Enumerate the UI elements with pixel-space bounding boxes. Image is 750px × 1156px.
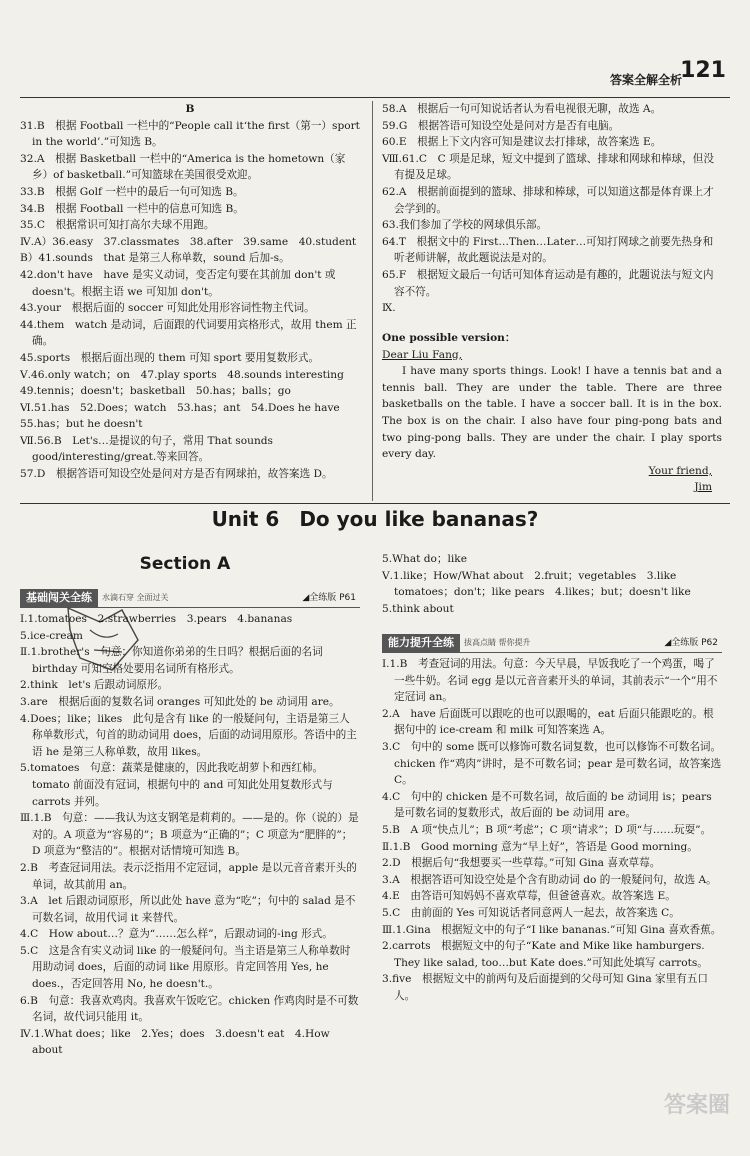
essay: [382, 330, 722, 496]
answer-line: 3.are 根据后面的复数名词 oranges 可知此处的 be 动词用 are。: [20, 695, 340, 708]
answer-line: 4.C 句中的 chicken 是不可数名词，故后面的 be 动词用 is；pears 是可数名词的复数形式，故后面的 be 动词用 are。: [382, 790, 712, 820]
answer-line: Ⅰ.1.B 考查冠词的用法。句意：今天早晨，早饭我吃了一个鸡蛋，喝了一些牛奶。名词 egg 是以元音音素开头的单词，其前表示“一个”用不定冠词 an。: [382, 658, 718, 704]
answer-line: Ⅳ.1.What does；like 2.Yes；does 3.doesn't eat 4.How about: [20, 1027, 330, 1057]
banner-basic-sub: 水滴石穿 全面过关: [102, 593, 169, 602]
answer-line: 2.B 考查冠词用法。表示泛指用不定冠词，apple 是以元音音素开头的单词，故其前用 an。: [20, 861, 357, 891]
answers-right-bottom: [382, 656, 722, 1004]
section-rule: [20, 503, 730, 504]
page-number: 121: [680, 58, 726, 83]
answer-line: 3.A let 后跟动词原形，所以此处 have 意为“吃”；句中的 salad 是不可数名词，故用代词 it 来替代。: [20, 895, 356, 924]
answer-line: Ⅵ.51.has 52.Does；watch 53.has；ant 54.Does he have: [20, 401, 340, 414]
answer-line: 4.C How about…？意为“……怎么样”，后跟动词的-ing 形式。: [20, 928, 333, 941]
answer-line: 59.G 根据答语可知设空处是问对方是否有电脑。: [382, 119, 620, 132]
answer-line: 3.A 根据答语可知设空处是个含有助动词 do 的一般疑问句，故选 A。: [382, 873, 717, 886]
answer-line: Ⅳ.A）36.easy 37.classmates 38.after 39.same 40.student: [20, 235, 357, 248]
page-header: [0, 60, 750, 96]
answer-line: 5.tomatoes 句意：蔬菜是健康的，因此我吃胡萝卜和西红柿。tomato 前面没有冠词，根据句中的 and 可知此处用复数形式与 carrots 并列。: [20, 762, 333, 808]
answer-line: 60.E 根据上下文内容可知是建议去打排球，故答案选 E。: [382, 136, 662, 149]
answer-line: 2.A have 后面既可以跟吃的也可以跟喝的，eat 后面只能跟吃的。根据句中的 ice-cream 和 milk 可知答案选 A。: [382, 707, 714, 737]
answer-line: 2.D 根据后句“我想要买一些草莓。”可知 Gina 喜欢草莓。: [382, 857, 661, 870]
answers-right-mid: [382, 551, 722, 617]
answer-line: Ⅴ.1.like；How/What about 2.fruit；vegetables 3.like tomatoes；don't；like pears 4.likes；but；doesn't like: [382, 569, 691, 599]
essay-salutation: Dear Liu Fang,: [382, 348, 463, 361]
header-title: 答案全解全析: [609, 73, 682, 87]
banner-basic-tag: 基础闯关全练: [20, 589, 98, 607]
answer-line: Ⅷ.61.C C 项是足球，短文中提到了篮球、排球和网球和棒球，但没有提及足球。: [382, 152, 714, 182]
answer-line: 57.D 根据答语可知设空处是问对方是否有网球拍，故答案选 D。: [20, 468, 333, 481]
answer-line: Ⅶ.56.B Let's…是提议的句子，常用 That sounds good/interesting/great.等来回答。: [20, 434, 273, 464]
essay-signature: Jim: [694, 481, 712, 494]
answer-line: 62.A 根据前面提到的篮球、排球和棒球，可以知道这都是体育课上才会学到的。: [382, 185, 714, 215]
essay-heading: One possible version：: [382, 332, 516, 344]
answer-line: 6.B 句意：我喜欢鸡肉。我喜欢午饭吃它。chicken 作鸡肉时是不可数名词，故代词只能用 it。: [20, 994, 359, 1024]
answer-line: 5.ice-cream: [20, 629, 83, 642]
banner-advanced-tag: 能力提升全练: [382, 634, 460, 652]
answer-line: B）41.sounds that 是第三人称单数，sound 后加-s。: [20, 252, 290, 265]
answer-line: Ⅲ.1.B 句意：——我认为这支钢笔是莉莉的。——是的。你（说的）是对的。A 项意为“容易的”；B 项意为“正确的”；C 项意为“肥胖的”；D 项意为“整洁的”。根据对话情境可知选 B。: [20, 812, 359, 858]
essay-body: I have many sports things. Look! I have a tennis bat and a tennis ball. They are under the table. There are three basketballs on the table. I have a soccer ball. It is in the box. The box is on the chair. I also have four ping-pong bats and two ping-pong balls. They are under the chair. I play sports every day.: [382, 365, 722, 461]
answer-line: Ⅲ.1.Gina 根据短文中的句子“I like bananas.”可知 Gina 喜欢香蕉。: [382, 923, 722, 936]
answer-line: 45.sports 根据后面出现的 them 可知 sport 要用复数形式。: [20, 351, 320, 364]
section-title: Section A: [139, 554, 231, 574]
answer-line: Ⅸ.: [382, 302, 396, 315]
unit-title: Unit 6 Do you like bananas?: [211, 507, 539, 531]
answers-left-bottom: [20, 611, 360, 1059]
answer-line: 43.your 根据后面的 soccer 可知此处用形容词性物主代词。: [20, 302, 315, 315]
answer-line: 2.think let's 后跟动词原形。: [20, 679, 169, 692]
answer-line: 4.E 由答语可知妈妈不喜欢草莓，但爸爸喜欢。故答案选 E。: [382, 890, 676, 903]
essay-closing: Your friend,: [648, 464, 712, 477]
answers-right-top: [382, 101, 722, 317]
answer-line: 32.A 根据 Basketball 一栏中的“America is the hometown（家乡）of basketball.”可知篮球在美国很受欢迎。: [20, 152, 346, 182]
answer-line: 5.C 由前面的 Yes 可知说话者同意两人一起去，故答案选 C。: [382, 906, 680, 919]
answer-line: 42.don't have have 是实义动词，变否定句要在其前加 don't 或 doesn't。根据主语 we 可知加 don't。: [20, 268, 336, 298]
answer-line: 35.C 根据常识可知打高尔夫球不用跑。: [20, 219, 215, 232]
answer-line: 49.tennis；doesn't；basketball 50.has；balls；go: [20, 385, 291, 398]
answer-line: 65.F 根据短文最后一句话可知体育运动是有趣的，此题说法与短文内容不符。: [382, 268, 714, 298]
banner-advanced-ref: ◢全练版 P62: [664, 638, 718, 648]
answer-line: 5.think about: [382, 602, 454, 615]
banner-basic-ref: ◢全练版 P61: [302, 593, 356, 603]
answer-line: 4.Does；like；likes 此句是含有 like 的一般疑问句，主语是第三人称单数形式，句首的助动词用 does，后面的动词用原形。答语中的主语 he 是第三人称单数，故用 likes。: [20, 712, 357, 758]
banner-advanced: [382, 634, 722, 653]
answer-line: Ⅱ.1.brother's 句意：你知道你弟弟的生日吗？根据后面的名词 birthday 可知空格处要用名词所有格形式。: [20, 646, 323, 675]
answer-line: Ⅴ.46.only watch；on 47.play sports 48.sounds interesting: [20, 368, 344, 381]
answer-line: 5.C 这是含有实义动词 like 的一般疑问句。当主语是第三人称单数时用助动词 does，后面的动词 like 用原形。肯定回答用 Yes, he does.，否定回答用 No, he doesn't.。: [20, 944, 351, 991]
answer-line: 5.What do；like: [382, 553, 467, 565]
answer-line: 3.C 句中的 some 既可以修饰可数名词复数，也可以修饰不可数名词。chicken 作“鸡肉”讲时，是不可数名词；pear 是可数名词，故答案选 C。: [382, 740, 722, 787]
column-divider: [372, 101, 373, 501]
answer-line: 5.B A 项“快点儿”；B 项“考虑”；C 项“请求”；D 项“与……玩耍”。: [382, 823, 712, 836]
banner-advanced-sub: 拔高点睛 帮你提升: [464, 638, 531, 647]
answer-line: 58.A 根据后一句可知说话者认为看电视很无聊，故选 A。: [382, 103, 662, 115]
answers-left-top: [20, 101, 360, 483]
answer-line: 3.five 根据短文中的前两句及后面提到的父母可知 Gina 家里有五口人。: [382, 973, 708, 1002]
answer-line: Ⅰ.1.tomatoes 2.strawberries 3.pears 4.bananas: [20, 613, 293, 625]
answer-line: 55.has；but he doesn't: [20, 418, 143, 431]
watermark-logo: 答案圈: [663, 1093, 730, 1118]
answer-line: 31.B 根据 Football 一栏中的“People call it‘the first（第一）sport in the world’.”可知选 B。: [20, 119, 360, 149]
header-rule: [20, 97, 730, 98]
answer-line: B: [185, 103, 195, 115]
answer-line: 64.T 根据文中的 First…Then…Later…可知打网球之前要先热身和听老师讲解，故此题说法是对的。: [382, 235, 714, 265]
answer-line: 63.我们参加了学校的网球俱乐部。: [382, 219, 548, 232]
answer-line: 44.them watch 是动词，后面跟的代词要用宾格形式，故用 them 正确。: [20, 318, 357, 348]
answer-line: Ⅱ.1.B Good morning 意为“早上好”，答语是 Good morning。: [382, 840, 698, 853]
answer-line: 2.carrots 根据短文中的句子“Kate and Mike like hamburgers. They like salad, too…but Kate does.”可知此处填写 carrots。: [382, 940, 708, 969]
answer-line: 34.B 根据 Football 一栏中的信息可知选 B。: [20, 202, 244, 215]
answer-line: 33.B 根据 Golf 一栏中的最后一句可知选 B。: [20, 185, 244, 198]
